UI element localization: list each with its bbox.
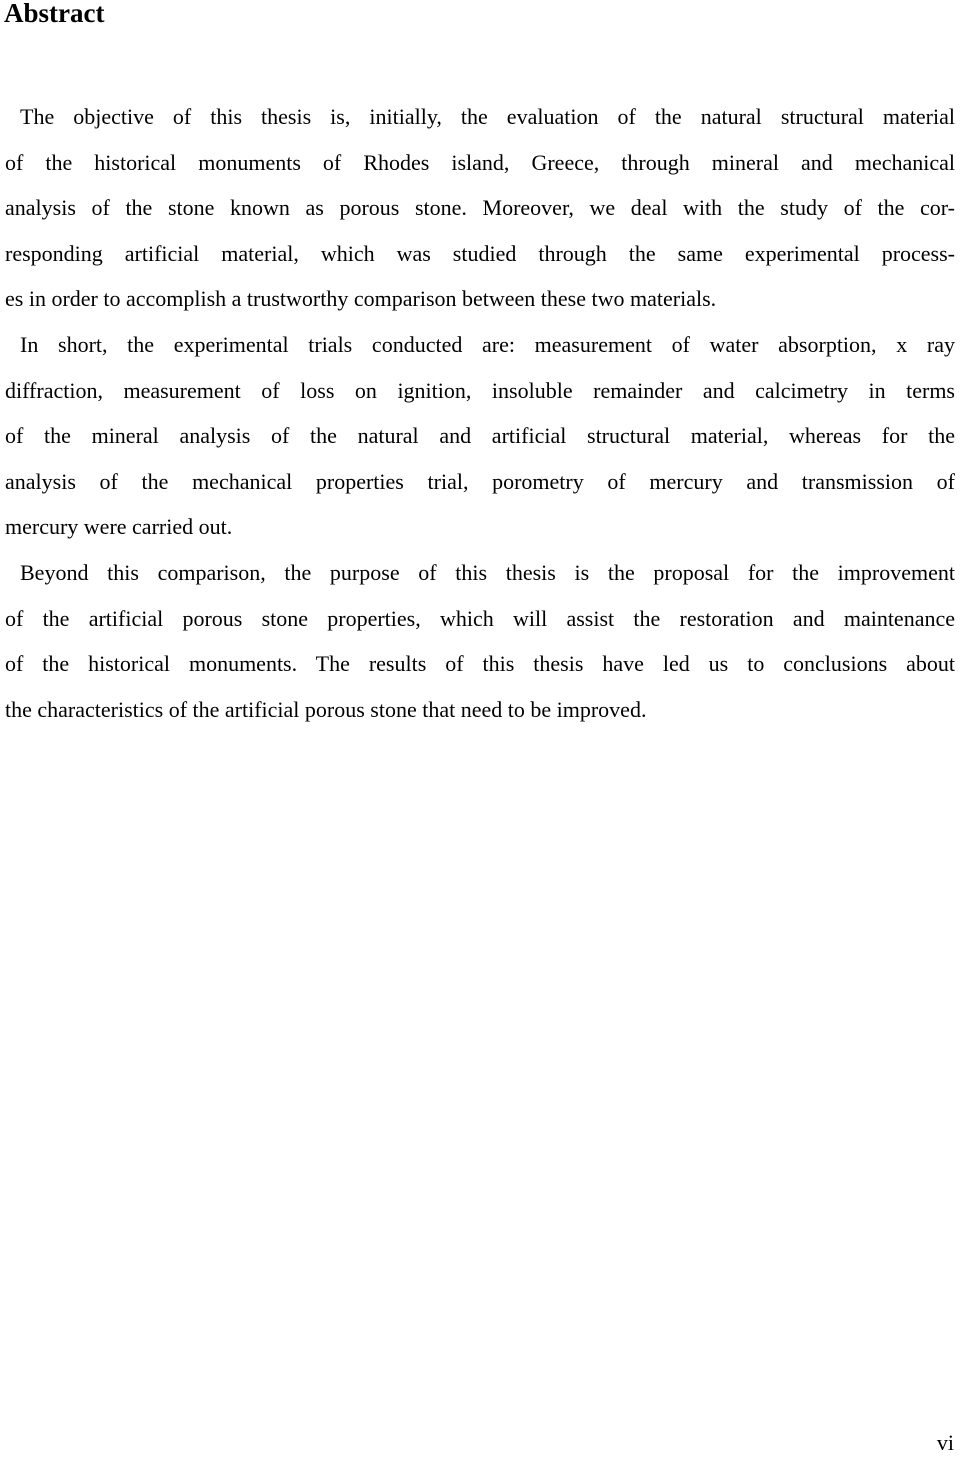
- abstract-line: analysis of the stone known as porous stone. Moreover, we deal with the study of the cor-: [5, 195, 955, 221]
- abstract-line: of the mineral analysis of the natural and artificial structural material, whereas for the: [5, 423, 955, 449]
- abstract-line: the characteristics of the artificial porous stone that need to be improved.: [5, 696, 647, 722]
- abstract-line: of the historical monuments. The results of this thesis have led us to conclusions about: [5, 651, 955, 677]
- abstract-line: diffraction, measurement of loss on ignition, insoluble remainder and calcimetry in terms: [5, 377, 955, 403]
- abstract-line: Beyond this comparison, the purpose of this thesis is the proposal for the improvement: [20, 559, 955, 585]
- page-number: vi: [936, 1430, 954, 1455]
- abstract-line: In short, the experimental trials conducted are: measurement of water absorption, x ray: [20, 331, 955, 357]
- abstract-line: mercury were carried out.: [5, 514, 233, 540]
- page-title: Abstract: [4, 0, 105, 28]
- abstract-line: The objective of this thesis is, initially, the evaluation of the natural structural material: [20, 104, 955, 129]
- abstract-line: es in order to accomplish a trustworthy comparison between these two materials.: [5, 286, 717, 312]
- abstract-line: of the artificial porous stone properties, which will assist the restoration and maintenance: [5, 605, 955, 631]
- abstract-line: responding artificial material, which was studied through the same experimental process-: [5, 240, 955, 266]
- abstract-body: [5, 94, 955, 732]
- abstract-line: of the historical monuments of Rhodes island, Greece, through mineral and mechanical: [5, 149, 955, 175]
- abstract-line: analysis of the mechanical properties trial, porometry of mercury and transmission of: [5, 468, 955, 494]
